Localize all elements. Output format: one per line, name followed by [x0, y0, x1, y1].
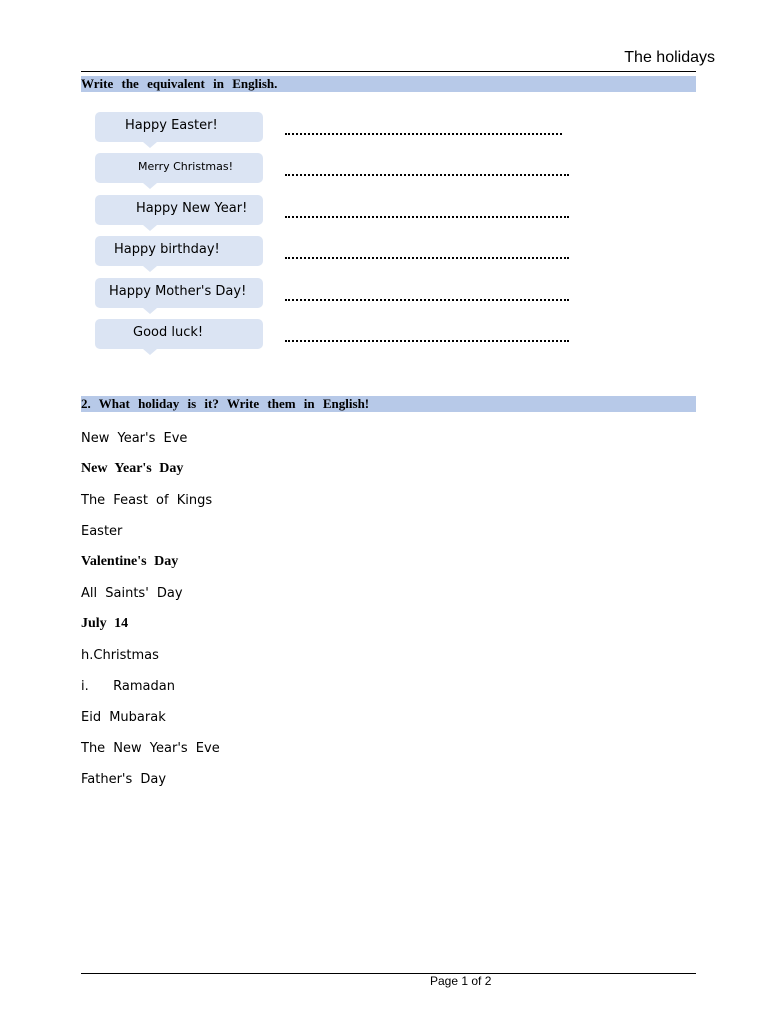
phrase-text: Good luck!: [133, 325, 204, 340]
holiday-item: Eid Mubarak: [81, 710, 166, 725]
holiday-item: All Saints' Day: [81, 586, 183, 601]
bubble-tail: [143, 266, 157, 272]
phrase-text: Happy New Year!: [136, 201, 248, 216]
phrase-bubble: [95, 278, 263, 308]
phrase-text: Happy Mother's Day!: [109, 284, 247, 299]
bubble-tail: [143, 183, 157, 189]
holiday-item: i. Ramadan: [81, 679, 175, 694]
holiday-item: h.Christmas: [81, 648, 159, 663]
phrase-bubble: [95, 153, 263, 183]
page-number: Page 1 of 2: [430, 974, 492, 988]
holiday-item: Father's Day: [81, 772, 167, 787]
page-header-title: The holidays: [624, 49, 715, 66]
phrase-bubble: [95, 195, 263, 225]
holiday-item: July 14: [81, 616, 129, 631]
answer-blank[interactable]: [285, 133, 562, 135]
phrase-bubble: [95, 319, 263, 349]
holiday-item: New Year's Day: [81, 461, 184, 476]
header-rule: [81, 71, 696, 72]
footer-rule: [81, 973, 696, 974]
phrase-text: Merry Christmas!: [138, 160, 233, 173]
bubble-tail: [143, 308, 157, 314]
phrase-text: Happy birthday!: [114, 242, 220, 257]
holiday-item: The Feast of Kings: [81, 493, 213, 508]
holiday-item: Easter: [81, 524, 123, 539]
bubble-tail: [143, 349, 157, 355]
section2-heading: 2. What holiday is it? Write them in English!: [81, 396, 696, 412]
answer-blank[interactable]: [285, 216, 569, 218]
phrase-text: Happy Easter!: [125, 118, 218, 133]
holiday-item: Valentine's Day: [81, 554, 179, 569]
phrase-bubble: [95, 236, 263, 266]
bubble-tail: [143, 142, 157, 148]
bubble-tail: [143, 225, 157, 231]
answer-blank[interactable]: [285, 257, 569, 259]
answer-blank[interactable]: [285, 299, 569, 301]
holiday-item: The New Year's Eve: [81, 741, 220, 756]
answer-blank[interactable]: [285, 174, 569, 176]
section1-heading: Write the equivalent in English.: [81, 76, 696, 92]
answer-blank[interactable]: [285, 340, 569, 342]
holiday-item: New Year's Eve: [81, 431, 188, 446]
phrase-bubble: [95, 112, 263, 142]
